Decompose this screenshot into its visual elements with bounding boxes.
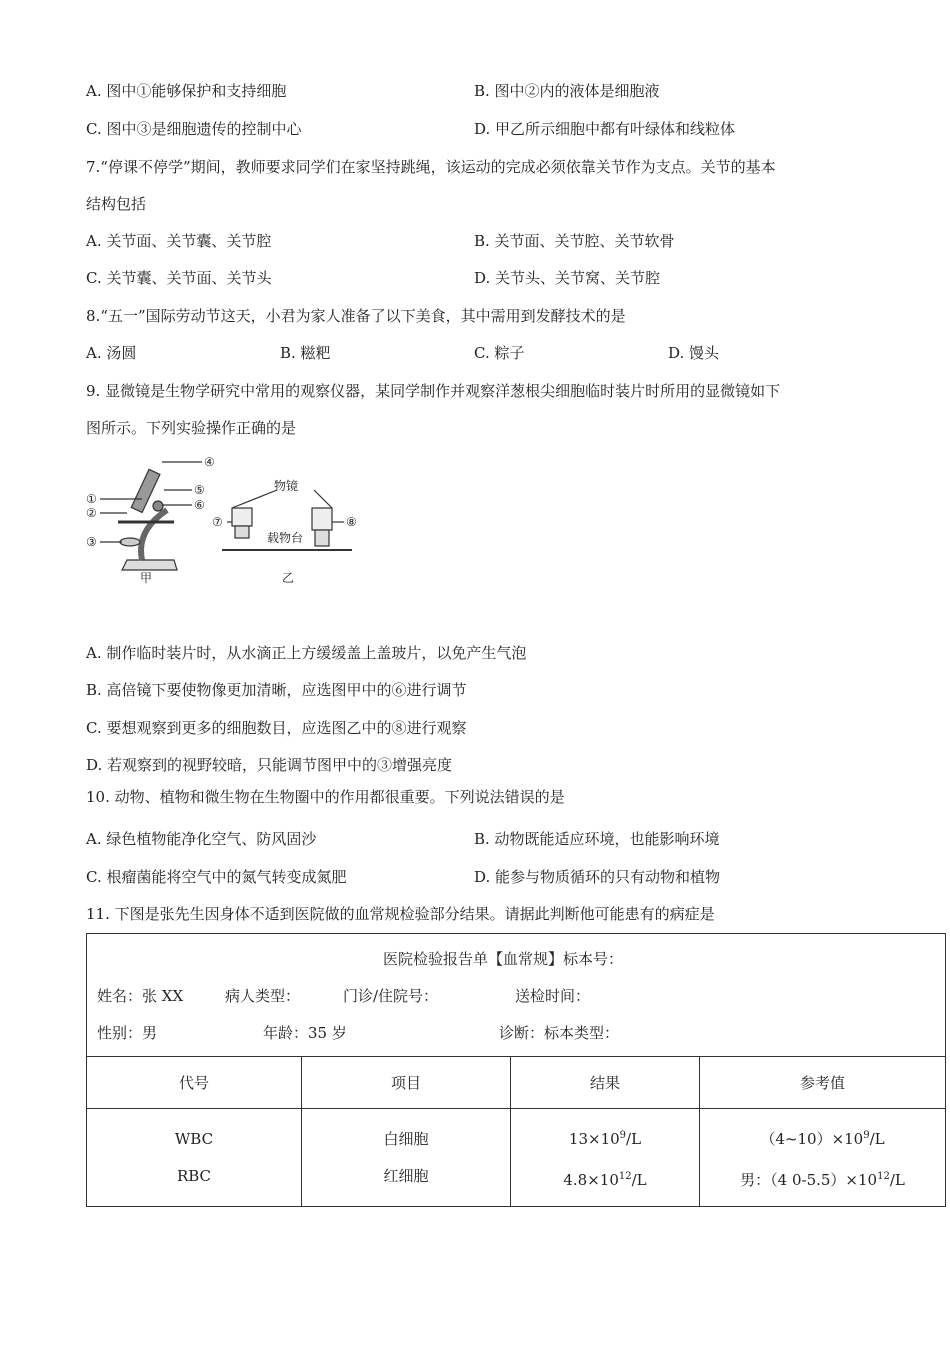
q6-option-b: B. 图中②内的液体是细胞液 — [474, 82, 660, 100]
code-wbc: WBC — [174, 1129, 214, 1148]
fig-label-yi: 乙 — [282, 571, 295, 585]
report-patient-type: 病人类型： — [225, 987, 301, 1005]
q9-stem-line2: 图所示。下列实验操作正确的是 — [86, 419, 297, 437]
ref-wbc: $(4\sim 10)\times 10^9/L$ — [760, 1129, 885, 1148]
q7-stem-line1: 7.“停课不停学”期间，教师要求同学们在家坚持跳绳，该运动的完成必须依靠关节作为支点。关节的基本 — [86, 158, 776, 176]
q8-option-c: C. 粽子 — [474, 344, 525, 362]
fig-label-3: ③ — [86, 535, 97, 549]
fig-label-5: ⑤ — [194, 483, 205, 497]
table-header-row — [87, 1057, 946, 1109]
header-item: 项目 — [302, 1057, 511, 1109]
header-reference: 参考值 — [700, 1057, 946, 1109]
q8-option-d: D. 馒头 — [668, 344, 720, 362]
code-rbc: RBC — [176, 1166, 212, 1185]
cell-references — [700, 1109, 946, 1207]
ref-rbc: 男：（4 $0-5.5)\times 10^{12}/L$ — [740, 1170, 905, 1189]
report-age: 年龄：35 岁 — [263, 1024, 347, 1042]
q7-option-d: D. 关节头、关节窝、关节腔 — [474, 269, 661, 287]
q9-option-c: C. 要想观察到更多的细胞数目，应选图乙中的⑧进行观察 — [86, 719, 467, 737]
fig-label-1: ① — [86, 492, 97, 506]
cell-codes — [87, 1109, 302, 1207]
q10-option-b: B. 动物既能适应环境，也能影响环境 — [474, 830, 720, 848]
report-title: 医院检验报告单【血常规】标本号： — [383, 950, 624, 968]
fig-label-6: ⑥ — [194, 498, 205, 512]
q10-stem: 10. 动物、植物和微生物在生物圈中的作用都很重要。下列说法错误的是 — [86, 788, 565, 806]
q7-option-b: B. 关节面、关节腔、关节软骨 — [474, 232, 675, 250]
fig-label-jia: 甲 — [140, 571, 153, 585]
q9-option-b: B. 高倍镜下要使物像更加清晰，应选图甲中的⑥进行调节 — [86, 681, 467, 699]
result-wbc: $13\times 10^9/L$ — [568, 1129, 642, 1148]
fig-label-7: ⑦ — [212, 515, 223, 529]
q7-option-a: A. 关节面、关节囊、关节腔 — [86, 232, 272, 250]
q7-stem-line2: 结构包括 — [86, 195, 147, 213]
fig-label-4: ④ — [204, 455, 215, 469]
q9-option-d: D. 若观察到的视野较暗，只能调节图甲中的③增强亮度 — [86, 756, 453, 774]
fig-label-objective: 物镜 — [274, 479, 299, 493]
microscope-jia-drawing — [100, 462, 202, 570]
report-diagnosis: 诊断：标本类型： — [499, 1024, 620, 1042]
q6-option-a: A. 图中①能够保护和支持细胞 — [86, 82, 287, 100]
q10-option-a: A. 绿色植物能净化空气、防风固沙 — [86, 830, 317, 848]
q9-option-a: A. 制作临时装片时，从水滴正上方缓缓盖上盖玻片，以免产生气泡 — [86, 644, 527, 662]
q6-option-d: D. 甲乙所示细胞中都有叶绿体和线粒体 — [474, 120, 736, 138]
cell-items — [302, 1109, 511, 1207]
header-result: 结果 — [511, 1057, 700, 1109]
cell-results — [511, 1109, 700, 1207]
report-gender: 性别：男 — [97, 1024, 158, 1042]
q10-option-c: C. 根瘤菌能将空气中的氮气转变成氮肥 — [86, 868, 347, 886]
q6-option-c: C. 图中③是细胞遗传的控制中心 — [86, 120, 302, 138]
table-row — [87, 1109, 946, 1207]
lab-report-header — [86, 933, 946, 1057]
item-rbc: 红细胞 — [383, 1166, 429, 1185]
fig-label-stage: 载物台 — [267, 531, 304, 545]
q9-stem-line1: 9. 显微镜是生物学研究中常用的观察仪器，某同学制作并观察洋葱根尖细胞临时装片时所用的显微镜如下 — [86, 382, 781, 400]
q8-option-a: A. 汤圆 — [86, 344, 137, 362]
header-code: 代号 — [87, 1057, 302, 1109]
report-name: 姓名：张 XX — [97, 987, 184, 1005]
q8-option-b: B. 糍粑 — [280, 344, 331, 362]
microscope-figure — [82, 450, 382, 590]
report-send-time: 送检时间： — [515, 987, 591, 1005]
fig-label-2: ② — [86, 506, 97, 520]
lab-report-table — [86, 1056, 946, 1207]
result-rbc: $4.8\times 10^{12}/L$ — [563, 1170, 647, 1189]
q7-option-c: C. 关节囊、关节面、关节头 — [86, 269, 272, 287]
report-clinic-no: 门诊/住院号： — [343, 987, 439, 1005]
q10-option-d: D. 能参与物质循环的只有动物和植物 — [474, 868, 721, 886]
q8-stem: 8.“五一”国际劳动节这天，小君为家人准备了以下美食，其中需用到发酵技术的是 — [86, 307, 626, 325]
fig-label-8: ⑧ — [346, 515, 357, 529]
q11-stem: 11. 下图是张先生因身体不适到医院做的血常规检验部分结果。请据此判断他可能患有的病症是 — [86, 905, 715, 923]
item-wbc: 白细胞 — [383, 1129, 429, 1148]
